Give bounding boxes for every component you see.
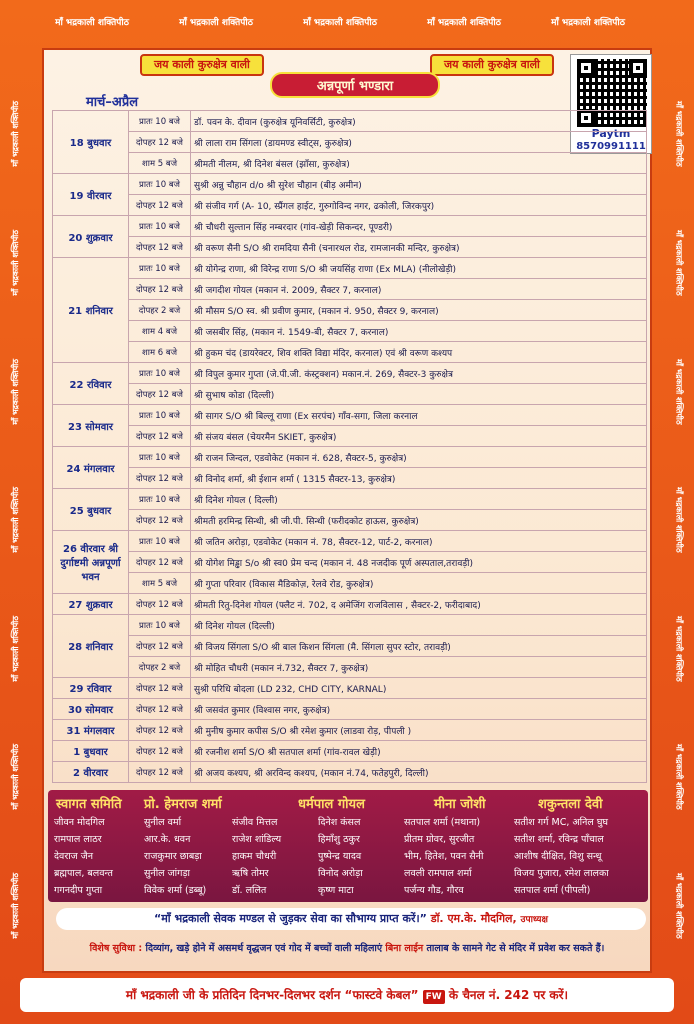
committee-member: रामपाल लाठर <box>54 834 102 845</box>
schedule-sponsor: श्री दिनेश गोयल ( दिल्ली) <box>191 489 647 510</box>
notice-highlight: बिना लाईन <box>385 943 424 954</box>
header-pill-left: जय काली कुरुक्षेत्र वाली <box>140 54 264 76</box>
quote-author: डॉ. एम.के. मौदगिल, <box>430 912 517 925</box>
schedule-time: दोपहर 12 बजे <box>129 132 191 153</box>
committee-member: प्रीतम ग्रोवर, सुरजीत <box>404 834 475 845</box>
committee-member: डॉ. ललित <box>232 885 267 896</box>
border-text: माँ भद्रकाली शक्तिपीठ <box>10 101 20 168</box>
schedule-time: दोपहर 12 बजे <box>129 678 191 699</box>
schedule-time: दोपहर 12 बजे <box>129 195 191 216</box>
schedule-row <box>53 762 647 783</box>
schedule-row <box>53 111 647 132</box>
committee-column <box>404 814 483 899</box>
schedule-sponsor: श्री सुभाष कोडा (दिल्ली) <box>191 384 647 405</box>
schedule-sponsor: श्री योगेश मिड्ढा S/o श्री स्व0 प्रेम चन्द (मकान नं. 48 नजदीक पूर्ण अस्पताल,तरावड़ी) <box>191 552 647 573</box>
schedule-row <box>53 237 647 258</box>
schedule-sponsor: श्री रजनीश शर्मा S/O श्री सतपाल शर्मा (गांव-रावल खेड़ी) <box>191 741 647 762</box>
schedule-sponsor: श्री विजय सिंगला S/O श्री बाल किशन सिंगला (मै. सिंगला सुपर स्टोर, तरावड़ी) <box>191 636 647 657</box>
schedule-sponsor: श्री जसबीर सिंह, (मकान नं. 1549-बी, सैक्टर 7, करनाल) <box>191 321 647 342</box>
schedule-sponsor: श्रीमती हरमिन्द्र सिन्धी, श्री जी.पी. सिन्धी (फरीदकोट हाऊस, कुरुक्षेत्र) <box>191 510 647 531</box>
schedule-time: दोपहर 12 बजे <box>129 468 191 489</box>
schedule-time: दोपहर 12 बजे <box>129 552 191 573</box>
schedule-row <box>53 552 647 573</box>
border-text: माँ भद्रकाली शक्तिपीठ <box>10 615 20 682</box>
schedule-sponsor: श्री मोहित चौधरी (मकान नं.732, सैक्टर 7, कुरुक्षेत्र) <box>191 657 647 678</box>
committee-member: कृष्ण माटा <box>318 885 354 896</box>
border-text: माँ भद्रकाली शक्तिपीठ <box>674 615 684 682</box>
border-text: माँ भद्रकाली शक्तिपीठ <box>674 358 684 425</box>
schedule-sponsor: श्री राजन जिन्दल, एडवोकेट (मकान नं. 628, सैक्टर-5, कुरुक्षेत्र) <box>191 447 647 468</box>
schedule-time: प्रातः 10 बजे <box>129 111 191 132</box>
fastway-logo: FW <box>423 990 445 1004</box>
schedule-row <box>53 468 647 489</box>
schedule-sponsor: श्री गुप्ता परिवार (विकास मैडिकोज़, रेलवे रोड, कुरुक्षेत्र) <box>191 573 647 594</box>
right-border-strip <box>666 70 692 970</box>
committee-member: सतपाल शर्मा (मथाना) <box>404 817 481 828</box>
committee-member: ऋषि तोमर <box>232 868 269 879</box>
schedule-row <box>53 132 647 153</box>
border-text: माँ भद्रकाली शक्तिपीठ <box>10 487 20 553</box>
committee-member: आर.के. धवन <box>144 834 191 845</box>
special-notice <box>44 934 650 964</box>
schedule-day: 20 शुक्रवार <box>53 216 129 258</box>
schedule-sponsor: श्री जसवंत कुमार (विश्वास नगर, कुरुक्षेत्र) <box>191 699 647 720</box>
schedule-row <box>53 489 647 510</box>
schedule-day: 27 शुक्रवार <box>53 594 129 615</box>
schedule-row <box>53 678 647 699</box>
schedule-table <box>52 110 647 783</box>
schedule-time: शाम 5 बजे <box>129 573 191 594</box>
schedule-time: दोपहर 12 बजे <box>129 720 191 741</box>
schedule-time: दोपहर 12 बजे <box>129 636 191 657</box>
schedule-day: 25 बुधवार <box>53 489 129 531</box>
border-text: माँ भद्रकाली शक्तिपीठ <box>10 230 20 296</box>
committee-member: देवराज जैन <box>54 851 94 862</box>
committee-member: आशीष दीक्षित, विशु सन्धू <box>514 851 602 862</box>
schedule-time: शाम 6 बजे <box>129 342 191 363</box>
schedule-day: 18 बुधवार <box>53 111 129 174</box>
schedule-time: प्रातः 10 बजे <box>129 258 191 279</box>
committee-member: पुष्पेन्द्र यादव <box>318 851 362 862</box>
schedule-sponsor: श्री अजय कश्यप, श्री अरविन्द कश्यप, (मकान नं.74, फतेहपुरी, दिल्ली) <box>191 762 647 783</box>
border-text: माँ भद्रकाली शक्तिपीठ <box>55 17 129 28</box>
schedule-day: 23 सोमवार <box>53 405 129 447</box>
committee-column <box>514 814 609 899</box>
schedule-time: दोपहर 2 बजे <box>129 300 191 321</box>
committee-member: विवेक शर्मा (डब्बू) <box>144 885 207 896</box>
schedule-sponsor: सुश्री अन्नु चौहान d/o श्री सुरेश चौहान (बीड़ अमीन) <box>191 174 647 195</box>
schedule-day: 19 वीरवार <box>53 174 129 216</box>
schedule-time: प्रातः 10 बजे <box>129 216 191 237</box>
qr-corner-icon <box>577 59 595 77</box>
schedule-sponsor: श्री योगेन्द्र राणा, श्री विरेन्द्र राणा S/O श्री जयसिंह राणा (Ex MLA) (नीलोखेड़ी) <box>191 258 647 279</box>
schedule-time: प्रातः 10 बजे <box>129 531 191 552</box>
committee-member: राजेश शांडिल्य <box>232 834 282 845</box>
schedule-row <box>53 363 647 384</box>
schedule-row <box>53 216 647 237</box>
committee-member: हिमाँशु ठकुर <box>318 834 360 845</box>
committee-member: सतीश गर्ग MC, अनिल घुघ <box>514 817 609 828</box>
quote-text: “माँ भद्रकाली सेवक मण्डल से जुड़कर सेवा का सौभाग्य प्राप्त करें।” <box>154 912 427 925</box>
schedule-time: दोपहर 2 बजे <box>129 657 191 678</box>
schedule-sponsor: सुश्री परिधि बोदला (LD 232, CHD CITY, KARNAL) <box>191 678 647 699</box>
header-pill-right: जय काली कुरुक्षेत्र वाली <box>430 54 554 76</box>
schedule-row <box>53 321 647 342</box>
schedule-day: 21 शनिवार <box>53 258 129 363</box>
schedule-time: दोपहर 12 बजे <box>129 426 191 447</box>
schedule-sponsor: श्री मुनीष कुमार कपीस S/O श्री रमेश कुमार (लाडवा रोड़, पीपली ) <box>191 720 647 741</box>
committee-member: जीवन मोदगिल <box>54 817 105 828</box>
qr-corner-icon <box>629 59 647 77</box>
schedule-day: 24 मंगलवार <box>53 447 129 489</box>
committee-member: सतीश शर्मा, रविन्द्र पाँचाल <box>514 834 604 845</box>
committee-leader: शकुन्तला देवी <box>538 797 603 812</box>
border-text: माँ भद्रकाली शक्तिपीठ <box>427 17 501 28</box>
schedule-day: 30 सोमवार <box>53 699 129 720</box>
schedule-time: शाम 4 बजे <box>129 321 191 342</box>
committee-leader: मीना जोशी <box>434 797 486 812</box>
committee-member: सुनील जांगड़ा <box>144 868 191 879</box>
border-text: माँ भद्रकाली शक्तिपीठ <box>551 17 625 28</box>
committee-member: ब्रह्मपाल, बलवन्त <box>54 868 113 879</box>
schedule-sponsor: श्री सागर S/O श्री बिल्लू राणा (Ex सरपंच) गाँव-सगा, जिला करनाल <box>191 405 647 426</box>
schedule-sponsor: श्री चौधरी सुल्तान सिंह नम्बरदार (गांव-खेड़ी सिकन्दर, पूण्डरी) <box>191 216 647 237</box>
schedule-row <box>53 720 647 741</box>
committee-member: विनोद अरोड़ा <box>318 868 363 879</box>
committee-heading: स्वागत समिति <box>56 797 122 812</box>
schedule-time: दोपहर 12 बजे <box>129 762 191 783</box>
notice-text: दिव्यांग, खड़े होने में असमर्थ वृद्धजन एवं गोद में बच्चों वाली महिलाएं <box>145 943 383 954</box>
schedule-sponsor: डॉ. पवन के. दीवान (कुरुक्षेत्र यूनिवर्सिटी, कुरुक्षेत्र) <box>191 111 647 132</box>
committee-member: गगनदीप गुप्ता <box>54 885 103 896</box>
schedule-time: शाम 5 बजे <box>129 153 191 174</box>
border-text: माँ भद्रकाली शक्तिपीठ <box>10 744 20 810</box>
schedule-time: दोपहर 12 बजे <box>129 510 191 531</box>
committee-member: पर्जन्य गौड, गौरव <box>404 885 464 896</box>
schedule-sponsor: श्री विनोद शर्मा, श्री ईशान शर्मा ( 1315 सैक्टर-13, कुरुक्षेत्र) <box>191 468 647 489</box>
committee-member: संजीव मित्तल <box>232 817 278 828</box>
quote-banner <box>56 908 646 930</box>
border-text: माँ भद्रकाली शक्तिपीठ <box>303 17 377 28</box>
schedule-row <box>53 342 647 363</box>
schedule-row <box>53 174 647 195</box>
schedule-sponsor: श्री जगदीश गोयल (मकान नं. 2009, सैक्टर 7, करनाल) <box>191 279 647 300</box>
schedule-sponsor: श्री वरूण सैनी S/O श्री रामदिया सैनी (चनारथल रोड, रामजानकी मन्दिर, कुरुक्षेत्र) <box>191 237 647 258</box>
schedule-row <box>53 300 647 321</box>
schedule-row <box>53 426 647 447</box>
schedule-time: प्रातः 10 बजे <box>129 174 191 195</box>
schedule-row <box>53 615 647 636</box>
schedule-row <box>53 384 647 405</box>
welcome-committee <box>48 790 648 902</box>
committee-member: लवली रामपाल शर्मा <box>404 868 472 879</box>
schedule-sponsor: श्री मौसम S/O स्व. श्री प्रवीण कुमार, (मकान नं. 950, सैक्टर 9, करनाल) <box>191 300 647 321</box>
schedule-row <box>53 531 647 552</box>
schedule-row <box>53 594 647 615</box>
schedule-time: दोपहर 12 बजे <box>129 384 191 405</box>
committee-column <box>144 814 206 899</box>
schedule-row <box>53 510 647 531</box>
schedule-day: 29 रविवार <box>53 678 129 699</box>
border-text: माँ भद्रकाली शक्तिपीठ <box>674 487 684 553</box>
schedule-row <box>53 699 647 720</box>
footer-text: माँ भद्रकाली जी के प्रतिदिन दिनभर-दिलभर दर्शन “फास्टवे केबल” <box>125 988 419 1002</box>
committee-member: राजकुमार छाबड़ा <box>144 851 202 862</box>
schedule-row <box>53 573 647 594</box>
committee-member: विजय पुजारा, रमेश लालका <box>514 868 609 879</box>
border-text: माँ भद्रकाली शक्तिपीठ <box>674 230 684 296</box>
schedule-sponsor: श्री संजीव गर्ग (A- 10, स्प्रैंगल हाईट, गुरुगोविन्द नगर, ढकोली, जिरकपुर) <box>191 195 647 216</box>
committee-column <box>54 814 113 899</box>
schedule-row <box>53 741 647 762</box>
border-text: माँ भद्रकाली शक्तिपीठ <box>674 744 684 810</box>
month-heading: मार्च–अप्रैल <box>86 95 139 110</box>
schedule-day: 1 बुधवार <box>53 741 129 762</box>
poster-content <box>42 48 652 973</box>
schedule-day: 2 वीरवार <box>53 762 129 783</box>
border-text: माँ भद्रकाली शक्तिपीठ <box>10 358 20 425</box>
committee-member: भीम, हितेश, पवन सैनी <box>404 851 484 862</box>
schedule-sponsor: श्री दिनेश गोयल (दिल्ली) <box>191 615 647 636</box>
schedule-day: 31 मंगलवार <box>53 720 129 741</box>
border-text: माँ भद्रकाली शक्तिपीठ <box>10 872 20 939</box>
top-border-strip <box>30 6 650 36</box>
schedule-row <box>53 405 647 426</box>
committee-leader: प्रो. हेमराज शर्मा <box>144 797 222 812</box>
committee-column <box>232 814 281 899</box>
schedule-row <box>53 153 647 174</box>
schedule-sponsor: श्री हुकम चंद (डायरेक्टर, शिव शक्ति विद्या मंदिर, करनाल) एवं श्री वरूण कश्यप <box>191 342 647 363</box>
schedule-time: प्रातः 10 बजे <box>129 363 191 384</box>
schedule-sponsor: श्रीमती नीलम, श्री दिनेश बंसल (झाँसा, कुरुक्षेत्र) <box>191 153 647 174</box>
schedule-day: 26 वीरवार श्री दुर्गाष्टमी अन्नपूर्णा भवन <box>53 531 129 594</box>
border-text: माँ भद्रकाली शक्तिपीठ <box>674 101 684 168</box>
schedule-time: दोपहर 12 बजे <box>129 699 191 720</box>
schedule-time: प्रातः 10 बजे <box>129 405 191 426</box>
schedule-row <box>53 447 647 468</box>
schedule-time: दोपहर 12 बजे <box>129 741 191 762</box>
notice-label: विशेष सुविधा : <box>89 943 143 954</box>
schedule-time: प्रातः 10 बजे <box>129 615 191 636</box>
schedule-row <box>53 636 647 657</box>
border-text: माँ भद्रकाली शक्तिपीठ <box>179 17 253 28</box>
footer-channel: के चैनल नं. 242 पर करें। <box>448 988 569 1002</box>
schedule-time: प्रातः 10 बजे <box>129 447 191 468</box>
committee-member: हाकम चौधरी <box>232 851 277 862</box>
schedule-sponsor: श्री संजय बंसल (चेयरमैन SKIET, कुरुक्षेत्र) <box>191 426 647 447</box>
schedule-row <box>53 279 647 300</box>
committee-member: दिनेश कंसल <box>318 817 361 828</box>
committee-column <box>318 814 363 899</box>
schedule-time: दोपहर 12 बजे <box>129 237 191 258</box>
schedule-sponsor: श्री विपुल कुमार गुप्ता (जे.पी.जी. कंस्ट्रक्शन) मकान.नं. 269, सैक्टर-3 कुरुक्षेत्र <box>191 363 647 384</box>
schedule-time: दोपहर 12 बजे <box>129 594 191 615</box>
schedule-row <box>53 657 647 678</box>
schedule-day: 22 रविवार <box>53 363 129 405</box>
notice-rest: तालाब के सामने गेट से मंदिर में प्रवेश कर सकते हैं। <box>426 943 605 954</box>
schedule-sponsor: श्रीमती रितु-दिनेश गोयल (फ्लैट नं. 702, द अमेजिंग राजविलास , सैक्टर-2, फरीदाबाद) <box>191 594 647 615</box>
footer-banner <box>20 978 674 1012</box>
schedule-row <box>53 195 647 216</box>
committee-member: सुनील वर्मा <box>144 817 182 828</box>
page-title: अन्नपूर्णा भण्डारा <box>270 72 440 98</box>
schedule-row <box>53 258 647 279</box>
committee-member: सतपाल शर्मा (पीपली) <box>514 885 591 896</box>
schedule-sponsor: श्री लाला राम सिंगला (डायमण्ड स्वीट्स, कुरुक्षेत्र) <box>191 132 647 153</box>
schedule-time: दोपहर 12 बजे <box>129 279 191 300</box>
schedule-day: 28 शनिवार <box>53 615 129 678</box>
schedule-sponsor: श्री जतिन अरोड़ा, एडवोकेट (मकान नं. 78, सैक्टर-12, पार्ट-2, करनाल) <box>191 531 647 552</box>
schedule-time: प्रातः 10 बजे <box>129 489 191 510</box>
phone-number: 8570991111 <box>576 141 646 152</box>
left-border-strip <box>2 70 28 970</box>
paytm-logo: Paytm <box>591 127 631 140</box>
border-text: माँ भद्रकाली शक्तिपीठ <box>674 872 684 939</box>
committee-leader: धर्मपाल गोयल <box>298 797 365 812</box>
quote-role: उपाध्यक्ष <box>520 915 548 925</box>
